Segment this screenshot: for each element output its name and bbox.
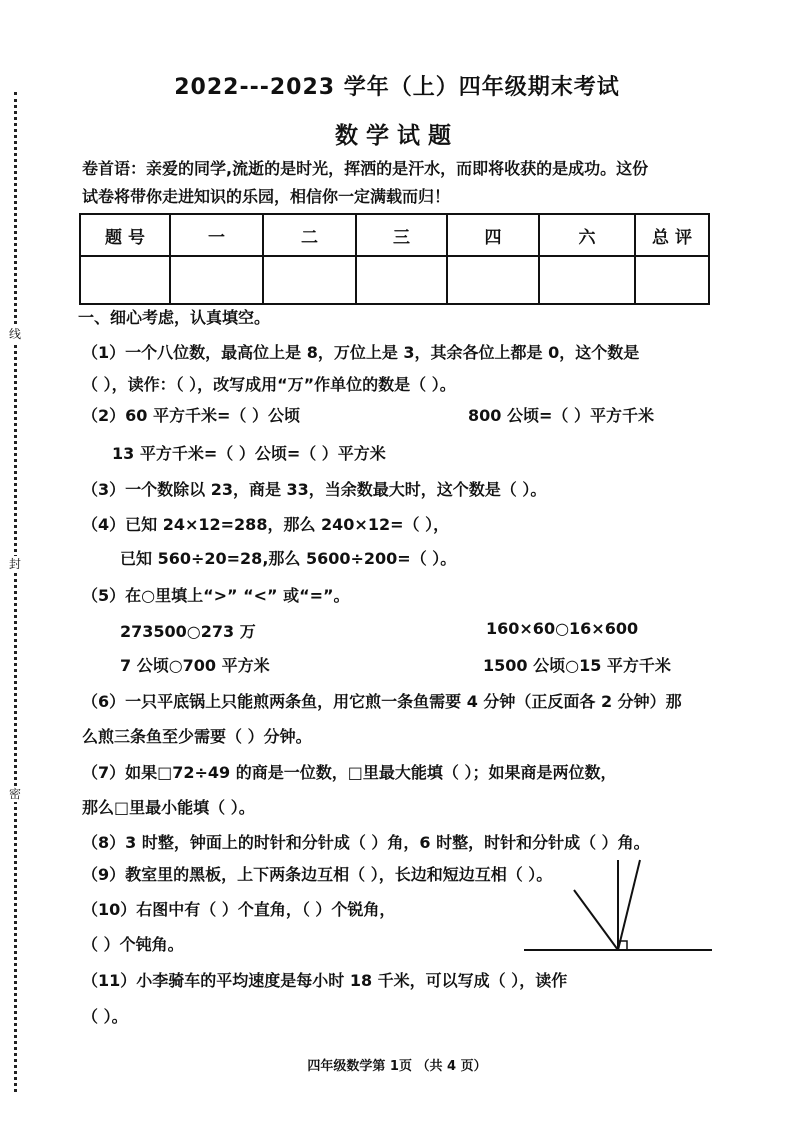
angle-figure-ray <box>574 890 618 950</box>
exam-subtitle: 数学试题 <box>335 123 459 149</box>
score-header-cell: 总 评 <box>635 214 709 256</box>
compare-item-3: 7 公顷○700 平方米 <box>120 656 270 675</box>
question-9: （9）教室里的黑板，上下两条边互相（ ），长边和短边互相（ ）。 <box>82 865 553 884</box>
question-5: （5）在○里填上“>” “<” 或“=”。 <box>82 586 350 605</box>
compare-item-1: 273500○273 万 <box>120 622 256 641</box>
question-6-line-1: （6）一只平底锅上只能煎两条鱼，用它煎一条鱼需要 4 分钟（正反面各 2 分钟）那 <box>82 692 682 711</box>
binding-label-line: 线 <box>6 326 24 342</box>
question-10-line-1: （10）右图中有（ ）个直角，（ ）个锐角， <box>82 900 396 919</box>
binding-label-seal: 封 <box>6 556 24 572</box>
score-header-cell: 三 <box>356 214 447 256</box>
question-7-line-1: （7）如果□72÷49 的商是一位数，□里最大能填（ ）；如果商是两位数， <box>82 763 617 782</box>
angle-figure-ray <box>618 860 640 950</box>
question-2-line-2: 13 平方千米=（ ）公顷=（ ）平方米 <box>112 444 386 463</box>
question-4-line-1: （4）已知 24×12=288，那么 240×12=（ ）， <box>82 515 450 534</box>
preface-text-1: 亲爱的同学,流逝的是时光，挥洒的是汗水，而即将收获的是成功。这份 <box>146 159 649 178</box>
compare-item-2: 160×60○16×600 <box>486 619 639 638</box>
binding-label-secret: 密 <box>6 786 24 802</box>
angle-figure <box>520 858 720 958</box>
score-cell[interactable] <box>447 256 539 304</box>
page-footer: 四年级数学第 1页 （共 4 页） <box>307 1059 487 1074</box>
score-header-cell: 四 <box>447 214 539 256</box>
score-cell[interactable] <box>635 256 709 304</box>
compare-item-4: 1500 公顷○15 平方千米 <box>483 656 671 675</box>
question-3: （3）一个数除以 23，商是 33，当余数最大时，这个数是（ ）。 <box>82 480 547 499</box>
score-cell[interactable] <box>539 256 635 304</box>
score-cell[interactable] <box>263 256 356 304</box>
question-4-line-2: 已知 560÷20=28,那么 5600÷200=（ ）。 <box>120 549 457 568</box>
score-header-cell: 一 <box>170 214 263 256</box>
score-table <box>79 213 710 305</box>
exam-title: 2022---2023 学年（上）四年级期末考试 <box>174 75 620 100</box>
score-cell[interactable] <box>356 256 447 304</box>
binding-dotted-line <box>14 92 17 1092</box>
question-2-part-a: （2）60 平方千米=（ ）公顷 <box>82 406 300 425</box>
score-header-cell: 六 <box>539 214 635 256</box>
question-8: （8）3 时整，钟面上的时针和分针成（ ）角，6 时整，时针和分针成（ ）角。 <box>82 833 650 852</box>
score-cell[interactable] <box>170 256 263 304</box>
score-header-cell: 二 <box>263 214 356 256</box>
question-11-line-2: （ ）。 <box>82 1007 128 1026</box>
question-1-line-1: （1）一个八位数，最高位上是 8，万位上是 3，其余各位上都是 0，这个数是 <box>82 343 640 362</box>
preface-lead: 卷首语： <box>82 159 147 178</box>
question-6-line-2: 么煎三条鱼至少需要（ ）分钟。 <box>82 727 312 746</box>
score-table-header-row <box>80 214 709 256</box>
score-table-score-row <box>80 256 709 304</box>
question-11-line-1: （11）小李骑车的平均速度是每小时 18 千米，可以写成（ ），读作 <box>82 971 568 990</box>
preface-text-2: 试卷将带你走进知识的乐园，相信你一定满载而归！ <box>82 187 451 206</box>
question-1-line-2: （ ），读作：（ ），改写成用“万”作单位的数是（ ）。 <box>82 375 456 394</box>
score-cell[interactable] <box>80 256 170 304</box>
question-7-line-2: 那么□里最小能填（ ）。 <box>82 798 255 817</box>
preface <box>82 155 742 211</box>
section-heading: 一、细心考虑，认真填空。 <box>78 308 271 327</box>
score-header-cell: 题 号 <box>80 214 170 256</box>
question-2-part-b: 800 公顷=（ ）平方千米 <box>468 406 654 425</box>
question-10-line-2: （ ）个钝角。 <box>82 935 184 954</box>
